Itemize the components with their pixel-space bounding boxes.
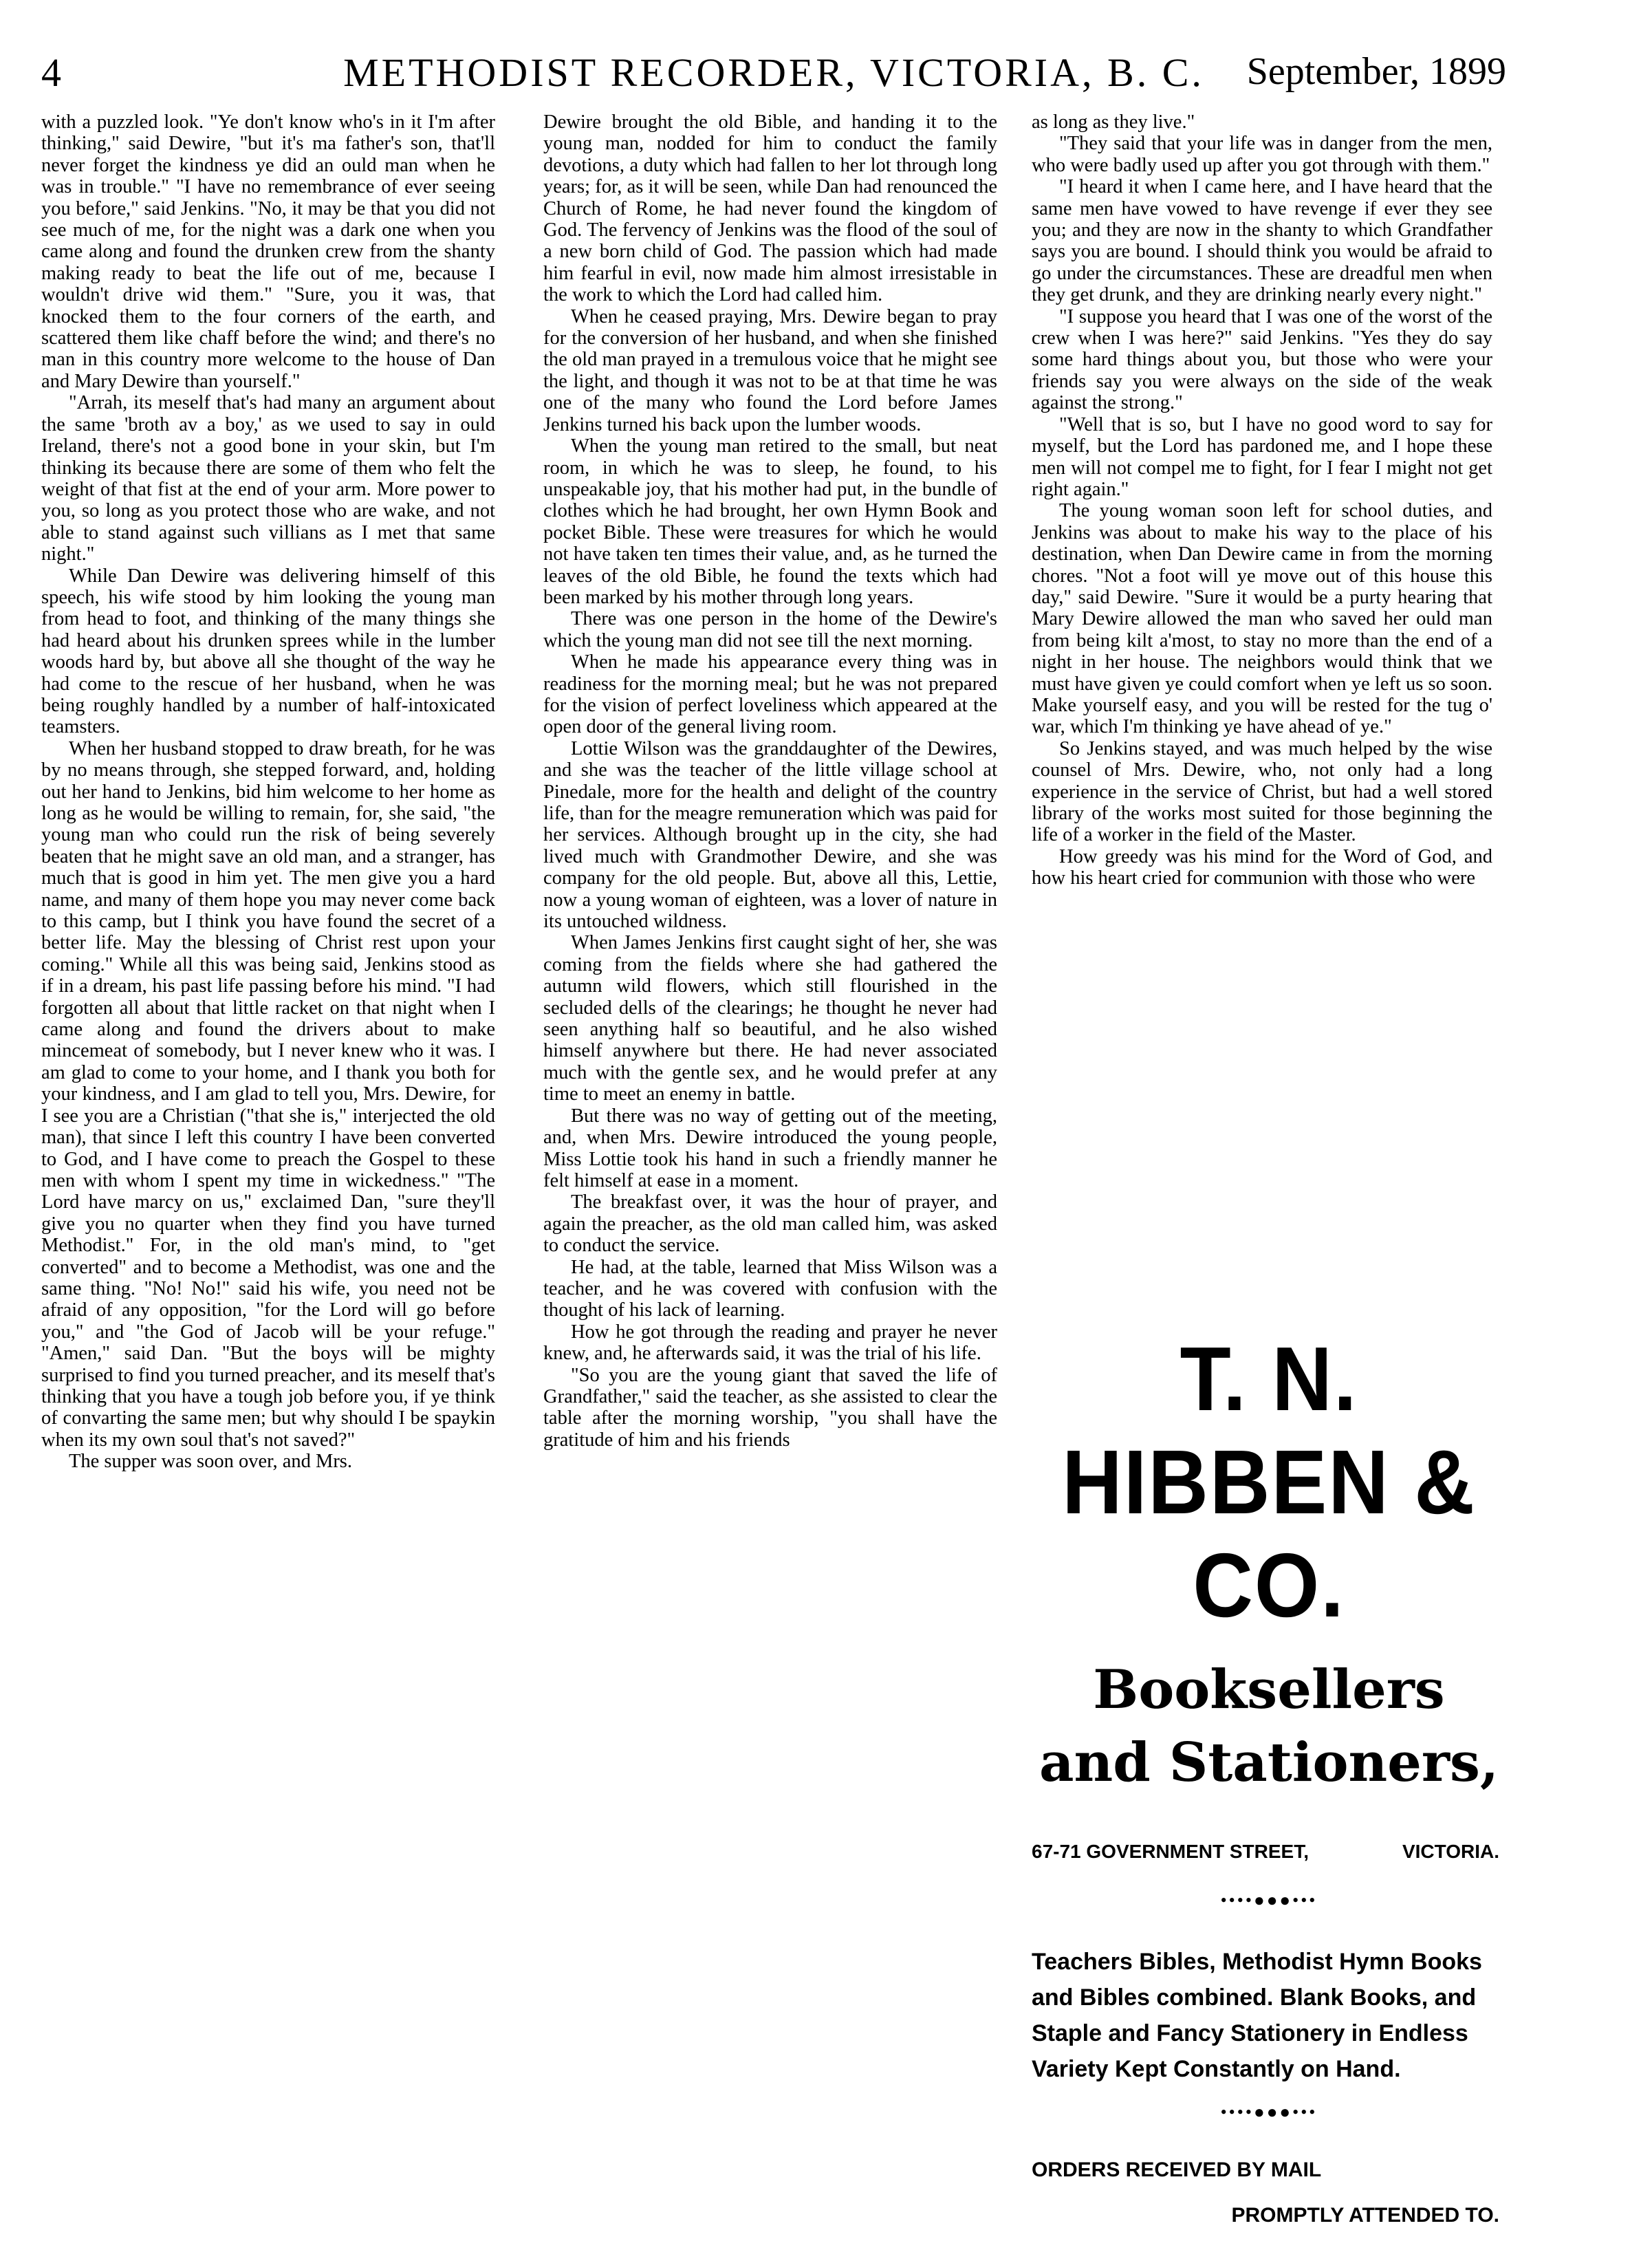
paragraph: "Arrah, its meself that's had many an argument about the same 'broth av a boy,' as we used to say in ould Ireland, there's not a good bone in your skin, but I'm thinking its because there are some of them who felt the weight of that fist at the end of your arm. More power to you, so long as you protect those who are wake, and not able to stand against such villians as I met that same night." xyxy=(41,392,495,565)
ornament-divider: ••••●●●••• xyxy=(1220,1890,1318,1910)
paragraph: How greedy was his mind for the Word of God, and how his heart cried for communion with those who were xyxy=(1032,845,1492,889)
issue-date: September, 1899 xyxy=(1246,50,1506,93)
paragraph: "Well that is so, but I have no good word to say for myself, but the Lord has pardoned me, and I hope these men will not compel me to fight, for I fear I might not get right again." xyxy=(1032,413,1492,500)
paragraph: When he made his appearance every thing was in readiness for the morning meal; but he was not prepared for the vision of perfect loveliness which appeared at the open door of the general living room. xyxy=(543,651,997,738)
firm-name: T. N. HIBBEN & CO. xyxy=(1062,1328,1476,1636)
paragraph: When James Jenkins first caught sight of her, she was coming from the fields where she had gathered the autumn wild flowers, which still flourished in the secluded dells of the clearings; he thought he never had seen anything half so beautiful, and he also wished himself anywhere but there. He had never associated much with the gentle sex, and he would prefer at any time to meet an enemy in battle. xyxy=(543,932,997,1105)
paragraph: There was one person in the home of the Dewire's which the young man did not see till the next morning. xyxy=(543,608,997,651)
paragraph: The breakfast over, it was the hour of prayer, and again the preacher, as the old man called him, was asked to conduct the service. xyxy=(543,1191,997,1257)
paragraph: with a puzzled look. "Ye don't know who's in it I'm after thinking," said Dewire, "but it's ma father's son, that'll never forget the kindness ye did an ould man when he was in trouble." "I have no remembrance of ever seeing you before," said Jenkins. "No, it may be that you did not see much of me, for the night was a dark one when you came along and found the drunken crew from the shanty making ready to beat the life out of me, because I wouldn't drive wid them." "Sure, you it was, that knocked them to the four corners of the earth, and scattered them like chaff before the wind; and there's no man in this country more welcome to the house of Dan and Mary Dewire than yourself." xyxy=(41,111,495,392)
paragraph: He had, at the table, learned that Miss Wilson was a teacher, and he was covered with confusion with the thought of his lack of learning. xyxy=(543,1256,997,1321)
orders-line-2: PROMPTLY ATTENDED TO. xyxy=(1231,2204,1499,2227)
paragraph: "So you are the young giant that saved the life of Grandfather," said the teacher, as she assisted to clear the table after the morning worship, "you shall have the gratitude of him and his friends xyxy=(543,1364,997,1451)
street-address: 67-71 GOVERNMENT STREET, xyxy=(1032,1841,1309,1862)
paragraph: When the young man retired to the small, but neat room, in which he was to sleep, he found, to his unspeakable joy, that his mother had put, in the bundle of clothes which he had brought, her own Hymn Book and pocket Bible. These were treasures for which he would not have taken ten times their value, and, as he turned the leaves of the old Bible, he found the texts which had been marked by his mother through long years. xyxy=(543,435,997,608)
publication-title: METHODIST RECORDER, VICTORIA, B. C. xyxy=(343,50,1204,95)
paragraph: "They said that your life was in danger from the men, who were badly used up after you got through with them." xyxy=(1032,133,1492,176)
paragraph: Lottie Wilson was the granddaughter of the Dewires, and she was the teacher of the little village school at Pinedale, more for the health and delight of the country life, than for the meagre remuneration which was paid for her services. Although brought up in the city, she had lived much with Grandmother Dewire, and she was company for the old people. But, above all this, Lettie, now a young woman of eighteen, was a lover of nature in its untouched wildness. xyxy=(543,737,997,933)
paragraph: But there was no way of getting out of the meeting, and, when Mrs. Dewire introduced the young people, Miss Lottie took his hand in such a friendly manner he felt himself at ease in a moment. xyxy=(543,1105,997,1191)
paragraph: Dewire brought the old Bible, and handing it to the young man, nodded for him to conduct the family devotions, a duty which had fallen to her lot through long years; for, as it will be seen, while Dan had renounced the Church of Rome, he had never found the kingdom of God. The fervency of Jenkins was the flood of the soul of a new born child of God. The passion which had made him fearful in evil, now made him almost irresistable in the work to which the Lord had called him. xyxy=(543,111,997,306)
paragraph: While Dan Dewire was delivering himself of this speech, his wife stood by him looking the young man from head to foot, and thinking of the many things she had heard about his drunken sprees while in the lumber woods hard by, but above all she thought of the way he had come to the rescue of her husband, when he was being roughly handled by a number of half-intoxicated teamsters. xyxy=(41,565,495,738)
address-row xyxy=(1032,1841,1506,1875)
page-header xyxy=(41,50,1506,105)
paragraph: When he ceased praying, Mrs. Dewire began to pray for the conversion of her husband, and when she finished the old man prayed in a tremulous voice that he might see the light, and though it was not to be at that time he was one of the many who found the Lord before James Jenkins turned his back upon the lumber woods. xyxy=(543,305,997,435)
paragraph: as long as they live." xyxy=(1032,111,1195,133)
page-number: 4 xyxy=(41,50,61,95)
orders-line-1: ORDERS RECEIVED BY MAIL xyxy=(1032,2159,1322,2181)
trade-line-1: Booksellers xyxy=(1093,1658,1445,1721)
text-column-2 xyxy=(543,111,997,1900)
paragraph: When her husband stopped to draw breath, for he was by no means through, she stepped forward, and, holding out her hand to Jenkins, bid him welcome to her home as long as he would be willing to remain, for, she said, "the young man who could run the risk of being severely beaten that he might save an old man, and a stranger, has much that is good in him yet. The men give you a hard name, and many of them hope you may never come back to this camp, but I think you have found the secret of a better life. May the blessing of Christ rest upon your coming." While all this was being said, Jenkins stood as if in a dream, his past life passing before his mind. "I had forgotten all about that little racket on that night when I came along and found the drivers about to make mincemeat of somebody, but I never knew who it was. I am glad to come to your home, and I thank you both for your kindness, and I am glad to tell you, Mrs. Dewire, for I see you are a Christian ("that she is," interjected the old man), that since I left this country I have been converted to God, and I have come to preach the Gospel to these men with whom I spent my time in wickedness." "The Lord have marcy on us," exclaimed Dan, "sure they'll give you no quarter when they find you have turned Methodist." For, in the old man's mind, to "get converted" and to become a Methodist, was one and the same thing. "No! No!" said his wife, you need not be afraid of any opposition, "for the Lord will go before you," and "the God of Jacob will be your refuge." "Amen," said Dan. "But the boys will be mighty surprised to find you turned preacher, and its meself that's thinking that you have a tough job before you, if ye think of convarting the same men; but why should I be spaykin when its my own soul that's not saved?" xyxy=(41,737,495,1451)
text-column-3 xyxy=(1032,111,1492,1356)
ornament-divider: ••••●●●••• xyxy=(1220,2102,1318,2122)
ad-description: Teachers Bibles, Methodist Hymn Books and Bibles combined. Blank Books, and Staple and Fancy Stationery in Endless Variety Kept Constantly on Hand. xyxy=(1032,1949,1482,2082)
paragraph: "I suppose you heard that I was one of the worst of the crew when I was here?" said Jenkins. "Yes they do say some hard things about you, but those who were your friends say you were always on the side of the weak against the strong." xyxy=(1032,305,1492,414)
text-column-1 xyxy=(41,111,495,2230)
paragraph: "I heard it when I came here, and I have heard that the same men have vowed to have revenge if ever they see you; and they are now in the shanty to which Grandfather says you are bound. I should think you would be afraid to go under the circumstances. These are dreadful men when they get drunk, and they are drinking nearly every night." xyxy=(1032,176,1492,306)
paragraph: So Jenkins stayed, and was much helped by the wise counsel of Mrs. Dewire, who, not only had a long experience in the service of Christ, but had a well stored library of the works most suited for those beginning the life of a worker in the field of the Master. xyxy=(1032,737,1492,846)
advertisement xyxy=(1032,1328,1506,2227)
city: VICTORIA. xyxy=(1402,1841,1499,1862)
paragraph: The supper was soon over, and Mrs. xyxy=(69,1451,353,1473)
trade-line-2: and Stationers, xyxy=(1039,1731,1499,1794)
paragraph: How he got through the reading and prayer he never knew, and, he afterwards said, it was the trial of his life. xyxy=(543,1321,997,1365)
paragraph: The young woman soon left for school duties, and Jenkins was about to make his way to the place of his destination, when Dan Dewire came in from the morning chores. "Not a foot will ye move out of this house this day," said Dewire. "Sure it would be a purty hearing that Mary Dewire allowed the man who saved her ould man from being kilt a'most, to stay no more than the end of a night in her house. The neighbors would think that we must have given ye could comfort when ye left us so soon. Make yourself easy, and you will be rested for the tug o' war, which I'm thinking ye have ahead of ye." xyxy=(1032,500,1492,738)
